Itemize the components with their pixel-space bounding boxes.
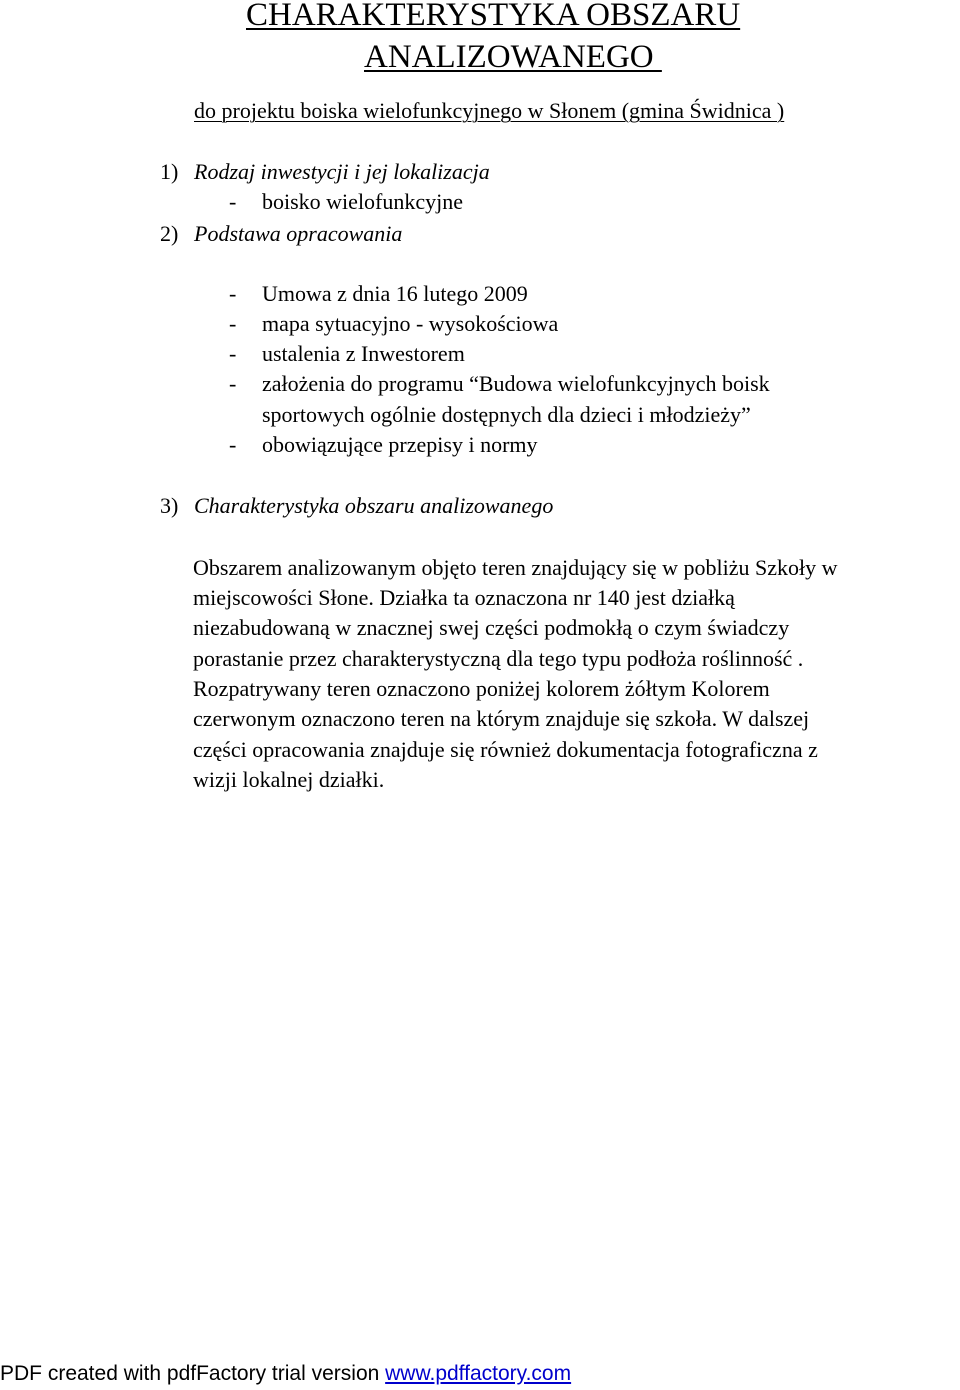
section2-item-text: Umowa z dnia 16 lutego 2009 [262, 281, 528, 306]
paragraph-line: części opracowania znajduje się również dokumentacja fotograficzna z [193, 737, 818, 762]
section3-number: 3) [160, 493, 179, 518]
section2-item-text: obowiązujące przepisy i normy [262, 432, 538, 457]
section2-number: 2) [160, 221, 179, 246]
document-title-line2: ANALIZOWANEGO [364, 39, 662, 75]
section1-number: 1) [160, 159, 179, 184]
document-title-line1: CHARAKTERYSTYKA OBSZARU [246, 0, 741, 33]
section2-item-continuation: sportowych ogólnie dostępnych dla dzieci i młodzieży” [262, 402, 751, 427]
footer-link[interactable]: www.pdffactory.com [385, 1362, 572, 1385]
paragraph-line: porastanie przez charakterystyczną dla tego typu podłoża roślinność . [193, 646, 804, 671]
paragraph-line: miejscowości Słone. Działka ta oznaczona nr 140 jest działką [193, 585, 735, 610]
paragraph-line: niezabudowaną w znacznej swej części podmokłą o czym świadczy [193, 615, 790, 640]
section1-item-dash: - [229, 189, 237, 214]
section3-heading: Charakterystyka obszaru analizowanego [194, 493, 554, 518]
section2-item-dash: - [229, 341, 237, 366]
section2-item-text: ustalenia z Inwestorem [262, 341, 465, 366]
section1-heading: Rodzaj inwestycji i jej lokalizacja [194, 159, 490, 184]
section2-item-dash: - [229, 371, 237, 396]
paragraph-line: wizji lokalnej działki. [193, 767, 385, 792]
section2-item-dash: - [229, 281, 237, 306]
paragraph-line: Rozpatrywany teren oznaczono poniżej kolorem żółtym Kolorem [193, 676, 770, 701]
section2-heading: Podstawa opracowania [194, 221, 403, 246]
paragraph-line: Obszarem analizowanym objęto teren znajdujący się w pobliżu Szkoły w [193, 555, 838, 580]
pdf-footer [0, 1362, 571, 1386]
paragraph-line: czerwonym oznaczono teren na którym znajduje się szkoła. W dalszej [193, 706, 810, 731]
section2-item-dash: - [229, 432, 237, 457]
section1-item-text: boisko wielofunkcyjne [262, 189, 464, 214]
footer-text: PDF created with pdfFactory trial version [0, 1362, 386, 1385]
section2-item-dash: - [229, 311, 237, 336]
document-subtitle: do projektu boiska wielofunkcyjnego w Słonem (gmina Świdnica ) [194, 98, 785, 123]
section2-item-text: założenia do programu “Budowa wielofunkcyjnych boisk [262, 371, 770, 396]
section2-item-text: mapa sytuacyjno - wysokościowa [262, 311, 559, 336]
